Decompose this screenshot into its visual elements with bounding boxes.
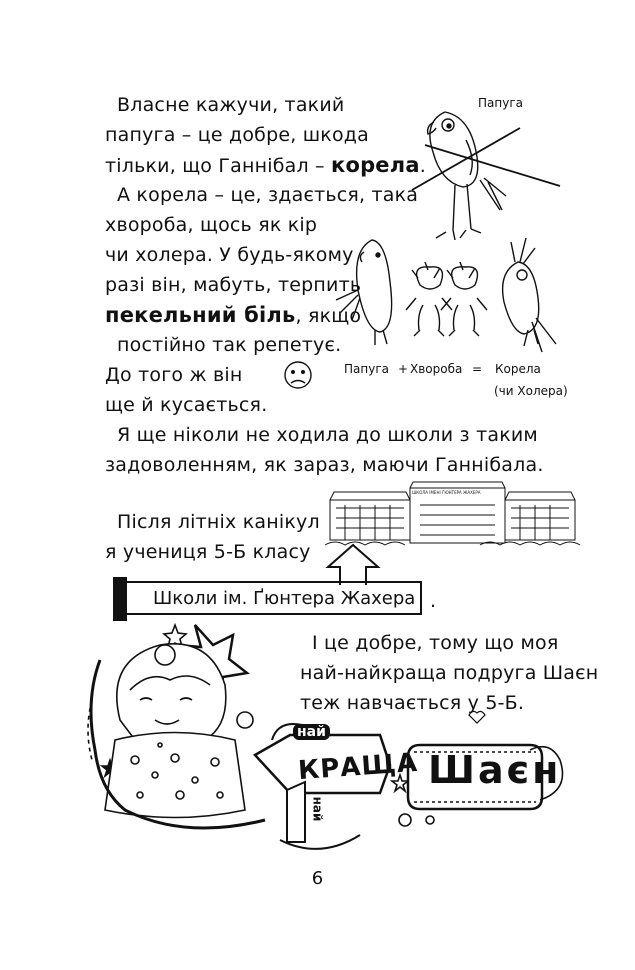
text-line: чи холера. У будь-якому [105, 244, 354, 266]
text-line: теж навчається у 5-Б. [300, 692, 525, 714]
banner-word-main: КРАЩА [297, 747, 419, 787]
emphasis-korela: корела [331, 153, 420, 177]
text-line: І це добре, тому що моя [312, 632, 559, 654]
text-line: Власне кажучи, такий [117, 94, 345, 116]
sign-period: . [430, 590, 437, 612]
equation-disease: Хвороба [410, 362, 463, 376]
school-name-label: Школи ім. Ґюнтера Жахера [153, 588, 416, 609]
text-span: тільки, що Ганнібал – [105, 155, 331, 177]
text-span: , якщо [295, 305, 362, 327]
building-sign: ШКОЛА ІМЕНІ ҐЮНТЕРА ЖАХЕРА [412, 490, 481, 495]
text-line: ще й кусається. [105, 394, 268, 416]
equation-plus: + [398, 362, 409, 376]
text-span: . [419, 155, 426, 177]
text-line: папуга – це добре, шкода [105, 124, 369, 146]
banner-name: Шаєн [428, 748, 562, 792]
text-line: хвороба, щось як кір [105, 214, 318, 236]
equation-result: Корела [495, 362, 541, 376]
text-line: разі він, мабуть, терпить [105, 274, 362, 296]
text-line: постійно так репетує. [117, 334, 342, 356]
banner-word-bottom: най [310, 796, 325, 822]
text-line: най-найкраща подруга Шаєн [300, 662, 599, 684]
text-line: А корела – це, здається, така [117, 184, 419, 206]
page-number: 6 [311, 868, 324, 889]
text-line: До того ж він [105, 364, 243, 386]
equation-parrot: Папуга [344, 362, 389, 376]
parrot-caption: Папуга [478, 96, 523, 110]
equation-note: (чи Холера) [494, 384, 568, 398]
text-line: Я ще ніколи не ходила до школи з таким [117, 424, 538, 446]
banner-word-top: най [293, 724, 330, 740]
text-line: задоволенням, як зараз, маючи Ганнібала. [105, 454, 544, 476]
equation-equals: = [472, 362, 483, 376]
text-line: Після літніх канікул [117, 511, 320, 533]
text-line: я учениця 5-Б класу [105, 541, 311, 563]
emphasis-pain: пекельний біль [105, 303, 296, 327]
